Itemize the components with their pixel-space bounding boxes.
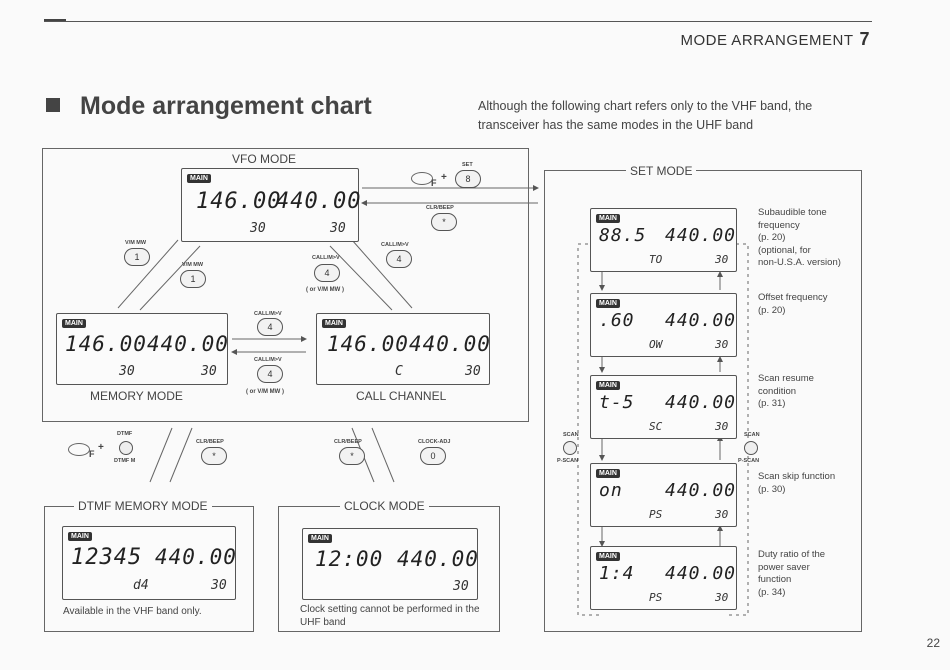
call-m-v-tag-4: CALL/M>V — [254, 357, 282, 363]
set-item-code: SC — [649, 420, 663, 433]
set-display-0 — [590, 208, 737, 272]
main-indicator: MAIN — [322, 319, 346, 328]
scan-tag-left: SCAN — [563, 432, 579, 438]
dtmf-code: 12345 — [71, 545, 143, 570]
main-indicator: MAIN — [596, 299, 620, 308]
set-item-description-line: (p. 20) — [758, 232, 786, 243]
call-freq-main: 146.00 — [327, 332, 409, 356]
chapter-number: 7 — [859, 29, 870, 49]
main-indicator: MAIN — [596, 214, 620, 223]
set-item-description — [758, 292, 858, 317]
set-item-description — [758, 207, 858, 270]
vfo-freq-sub: 440.00 — [276, 189, 362, 214]
set-item-description — [758, 373, 858, 411]
vm-mw-key-2[interactable]: 1 — [180, 270, 206, 288]
vm-mw-key[interactable]: 1 — [124, 248, 150, 266]
page-number: 22 — [926, 636, 940, 650]
call-m-v-key[interactable]: 4 — [386, 250, 412, 268]
vfo-sub-right: 30 — [330, 221, 346, 236]
main-indicator: MAIN — [68, 532, 92, 541]
set-item-freq: 440.00 — [665, 563, 737, 584]
clock-freq-sub: 440.00 — [397, 547, 479, 571]
call-m-v-tag: CALL/M>V — [381, 242, 409, 248]
clock-adj-key[interactable]: 0 — [420, 447, 446, 465]
clr-beep-key-3[interactable]: * — [339, 447, 365, 465]
dtmf-tag: DTMF — [117, 431, 133, 437]
set-key[interactable]: 8 — [455, 170, 481, 188]
set-mode-label: SET MODE — [626, 164, 696, 178]
set-item-description-line: Duty ratio of the — [758, 549, 826, 560]
set-item-description-line: Scan skip function — [758, 471, 836, 482]
intro-text: Although the following chart refers only to the VHF band, the transceiver has the same modes in the UHF band — [478, 99, 813, 132]
set-item-sub: 30 — [715, 420, 729, 433]
memory-display — [56, 313, 228, 385]
dtmf-display — [62, 526, 236, 600]
set-item-sub: 30 — [715, 338, 729, 351]
call-m-v-tag-3: CALL/M>V — [254, 311, 282, 317]
clr-beep-key-2[interactable]: * — [201, 447, 227, 465]
set-item-description-line: Subaudible tone — [758, 207, 827, 218]
vm-mw-tag-2: V/M MW — [182, 262, 204, 268]
call-channel-label: CALL CHANNEL — [356, 389, 447, 403]
main-indicator: MAIN — [596, 381, 620, 390]
dtmf-sub-right: 30 — [211, 578, 227, 593]
set-display-2 — [590, 375, 737, 439]
set-item-code: OW — [649, 338, 663, 351]
p-scan-tag-right: P-SCAN — [738, 458, 760, 464]
clock-mode-label: CLOCK MODE — [340, 499, 429, 513]
clr-beep-key[interactable]: * — [431, 213, 457, 231]
set-tag: SET — [462, 162, 473, 168]
func-key[interactable] — [411, 172, 433, 185]
set-item-description-line: power saver — [758, 561, 810, 573]
scan-tag-right: SCAN — [744, 432, 760, 438]
set-display-3 — [590, 463, 737, 527]
call-m-v-key-4[interactable]: 4 — [257, 365, 283, 383]
main-indicator: MAIN — [308, 534, 332, 543]
set-item-description — [758, 549, 858, 599]
set-item-description-line: (p. 34) — [758, 586, 786, 598]
clr-beep-tag-2: CLR/BEEP — [196, 439, 224, 445]
memory-freq-sub: 440.00 — [147, 332, 229, 356]
set-item-description-line: Scan resume — [758, 373, 814, 384]
set-display-1 — [590, 293, 737, 357]
main-indicator: MAIN — [596, 552, 620, 561]
set-item-freq: 440.00 — [665, 225, 737, 246]
set-item-description-line: (p. 30) — [758, 483, 786, 495]
set-item-sub: 30 — [715, 253, 729, 266]
set-item-description-line: (optional, for — [758, 244, 811, 256]
call-m-v-key-2[interactable]: 4 — [314, 264, 340, 282]
dtmf-channel: d4 — [133, 578, 149, 593]
call-display — [316, 313, 490, 385]
set-item-code: PS — [649, 591, 663, 604]
call-freq-sub: 440.00 — [409, 332, 491, 356]
call-m-v-key-3[interactable]: 4 — [257, 318, 283, 336]
func-key-label: F — [431, 178, 437, 188]
set-item-value: 88.5 — [599, 225, 647, 246]
clock-note: Clock setting cannot be performed in the UHF band — [300, 604, 480, 628]
vm-mw-tag: V/M MW — [125, 240, 147, 246]
func-key-2[interactable] — [68, 443, 90, 456]
set-item-code: PS — [649, 508, 663, 521]
set-item-freq: 440.00 — [665, 480, 737, 501]
set-item-value: on — [599, 480, 623, 501]
clock-display — [302, 528, 478, 600]
set-item-value: 1:4 — [599, 563, 635, 584]
dtmf-mode-label: DTMF MEMORY MODE — [74, 499, 212, 513]
set-item-description-line: non-U.S.A. version) — [758, 257, 841, 268]
clock-adj-tag: CLOCK-ADJ — [418, 439, 451, 445]
clr-beep-tag: CLR/BEEP — [426, 205, 454, 211]
set-item-description-line: condition — [758, 385, 797, 397]
set-display-4 — [590, 546, 737, 610]
func-key-label-2: F — [89, 449, 95, 459]
dtmf-m-tag: DTMF M — [114, 458, 136, 464]
main-indicator: MAIN — [187, 174, 211, 183]
set-item-description-line: (p. 31) — [758, 398, 786, 409]
clr-beep-tag-3: CLR/BEEP — [334, 439, 362, 445]
vm-mw-alt-note-2: ( or V/M MW ) — [246, 389, 284, 395]
set-item-code: TO — [649, 253, 663, 266]
scan-knob-right[interactable] — [744, 441, 758, 455]
dtmf-knob[interactable] — [119, 441, 133, 455]
set-item-freq: 440.00 — [665, 392, 737, 413]
vfo-display — [181, 168, 362, 242]
set-item-description-line: (p. 20) — [758, 304, 786, 316]
dtmf-note: Available in the VHF band only. — [63, 606, 202, 617]
memory-sub-left: 30 — [119, 364, 135, 379]
clock-time: 12:00 — [315, 547, 384, 571]
dtmf-freq-sub: 440.00 — [155, 545, 237, 569]
main-indicator: MAIN — [596, 469, 620, 478]
main-indicator: MAIN — [62, 319, 86, 328]
set-item-description-line: Offset frequency — [758, 292, 828, 303]
section-name: MODE ARRANGEMENT — [680, 32, 854, 49]
set-item-freq: 440.00 — [665, 310, 737, 331]
memory-sub-right: 30 — [201, 364, 217, 379]
set-item-value: t-5 — [599, 392, 635, 413]
scan-knob-left[interactable] — [563, 441, 577, 455]
vfo-sub-left: 30 — [250, 221, 266, 236]
call-sub-right: 30 — [465, 364, 481, 379]
set-item-sub: 30 — [715, 591, 729, 604]
call-sub-left: C — [395, 364, 403, 379]
set-item-value: .60 — [599, 310, 635, 331]
vfo-freq-main: 146.00 — [196, 189, 282, 214]
set-item-sub: 30 — [715, 508, 729, 521]
vm-mw-alt-note: ( or V/M MW ) — [306, 287, 344, 293]
set-item-description-line: frequency — [758, 219, 800, 231]
call-m-v-tag-2: CALL/M>V — [312, 255, 340, 261]
page-title: Mode arrangement chart — [80, 92, 372, 120]
clock-sub-right: 30 — [453, 579, 469, 594]
vfo-mode-label: VFO MODE — [228, 152, 300, 166]
memory-mode-label: MEMORY MODE — [90, 389, 183, 403]
set-item-description — [758, 471, 858, 496]
set-item-description-line: function — [758, 574, 792, 585]
p-scan-tag-left: P-SCAN — [557, 458, 579, 464]
memory-freq-main: 146.00 — [65, 332, 147, 356]
